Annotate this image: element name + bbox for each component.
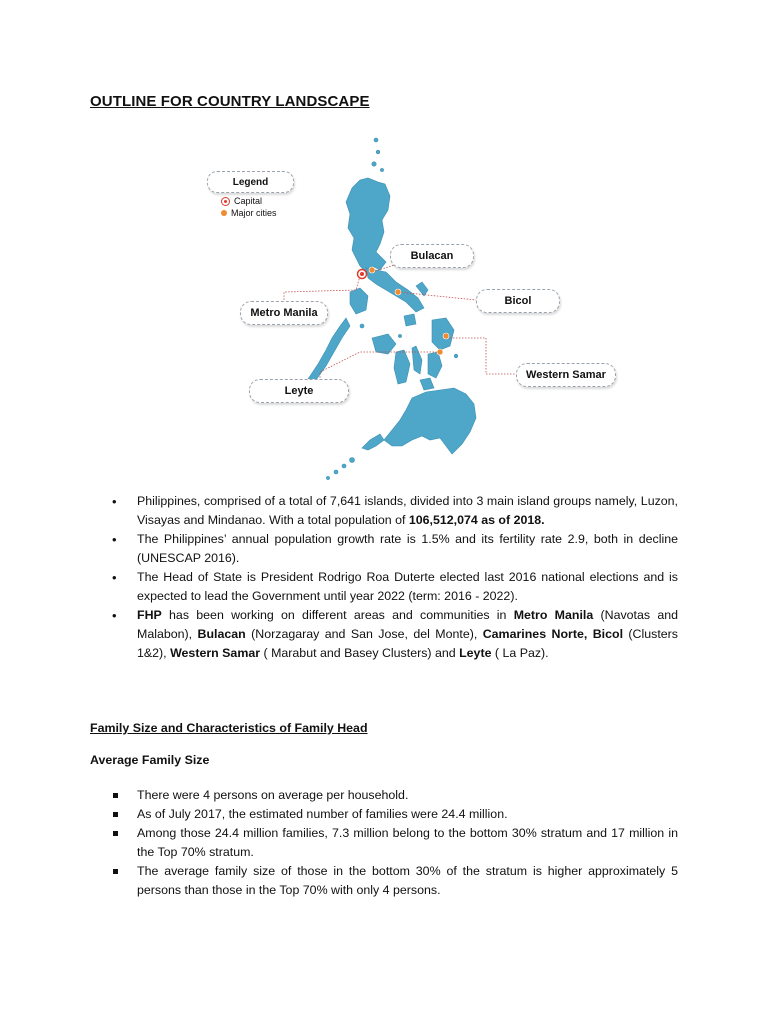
bullet-item [110,492,678,530]
page-title: OUTLINE FOR COUNTRY LANDSCAPE [90,93,370,110]
country-bullet-list [110,492,678,663]
label-bicol: Bicol [476,289,560,313]
label-leyte: Leyte [249,379,349,403]
legend-major-cities [221,208,277,218]
map-landmass [302,138,476,480]
philippines-map [0,0,768,490]
bullet-item [110,606,678,663]
bullet-text: ( La Paz). [491,646,549,660]
family-size-list [110,786,678,900]
label-metro-manila: Metro Manila [240,301,328,325]
bullet-text: Metro Manila [513,608,594,622]
bullet-item [110,530,678,568]
bullet-text: The Philippines’ annual population growth rate is 1.5% and its fertility rate 2.9, both in decline (UNESCAP 2016). [137,532,678,565]
bullet-text: has been working on different areas and communities in [161,608,514,622]
capital-icon [221,197,230,206]
family-point: The average family size of those in the bottom 30% of the stratum is higher approximately 5 persons than those in the Top 70% with only 4 persons. [110,862,678,900]
label-bulacan: Bulacan [390,244,474,268]
bullet-text: Western Samar [170,646,261,660]
bullet-text: Camarines Norte, Bicol [482,627,624,641]
family-point: Among those 24.4 million families, 7.3 million belong to the bottom 30% stratum and 17 million in the Top 70% stratum. [110,824,678,862]
bullet-text: (Norzagaray and San Jose, del Monte), [245,627,483,641]
bullet-text: 106,512,074 as of 2018. [408,513,545,527]
legend-major-cities-label: Major cities [231,208,277,218]
bullet-text: (Clusters 1&2), [137,627,679,660]
capital-marker [358,270,367,279]
legend-capital-label: Capital [234,196,263,206]
legend-title: Legend [207,171,294,193]
section-heading: Family Size and Characteristics of Family Head [90,721,368,735]
bullet-text: Leyte [459,646,492,660]
bullet-text: The Head of State is President Rodrigo Roa Duterte elected last 2016 national elections and is expected to lead the Government until year 2022 (term: 2016 - 2022). [137,570,678,603]
bullet-text: Philippines, comprised of a total of 7,641 islands, divided into 3 main island groups namely, Luzon, Visayas and Mindanao. With a total population of [137,494,678,527]
subheading: Average Family Size [90,753,210,767]
bullet-item [110,568,678,606]
family-point: As of July 2017, the estimated number of families were 24.4 million. [110,805,678,824]
label-western-samar: Western Samar [516,363,616,387]
map-legend [207,171,292,219]
major-city-icon [221,210,227,216]
bullet-text: (Navotas and Malabon), [137,608,678,641]
legend-capital [221,196,262,206]
bullet-text: ( Marabut and Basey Clusters) and [260,646,460,660]
bullet-text: Bulacan [197,627,246,641]
family-point: There were 4 persons on average per household. [110,786,678,805]
bullet-text: FHP [137,608,162,622]
